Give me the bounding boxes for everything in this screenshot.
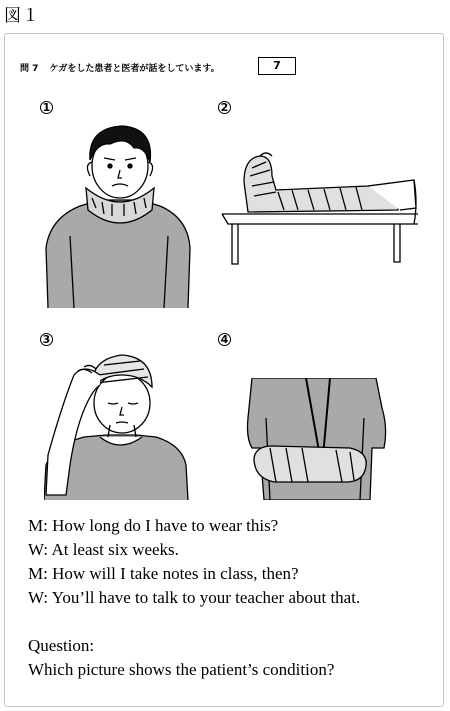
question-prompt-text: Which picture shows the patient’s condition?: [28, 660, 335, 679]
question-prompt-label: Question:: [28, 636, 95, 655]
choice-3-label: 3: [40, 333, 53, 346]
choice-2-label: 2: [218, 101, 231, 114]
dialogue-line-2: W: At least six weeks.: [28, 540, 179, 559]
neck-brace-illustration: [40, 118, 200, 308]
head-bandage-illustration: [44, 345, 194, 500]
question-header: [20, 61, 220, 74]
figure-label: 図１: [4, 6, 40, 26]
dialogue-line-1: M: How long do I have to wear this?: [28, 516, 279, 535]
dialogue-block: [28, 514, 360, 682]
arm-sling-illustration: [246, 378, 391, 500]
dialogue-line-3: M: How will I take notes in class, then?: [28, 564, 299, 583]
question-number: 問 7: [20, 64, 39, 74]
question-text: ケガをした患者と医者が話をしています。: [49, 64, 220, 74]
dialogue-line-4: W: You’ll have to talk to your teacher about that.: [28, 588, 361, 607]
choice-4-label: 4: [218, 333, 231, 346]
answer-box: 7: [258, 57, 296, 75]
choice-1-label: 1: [40, 101, 53, 114]
leg-cast-illustration: [218, 152, 418, 267]
